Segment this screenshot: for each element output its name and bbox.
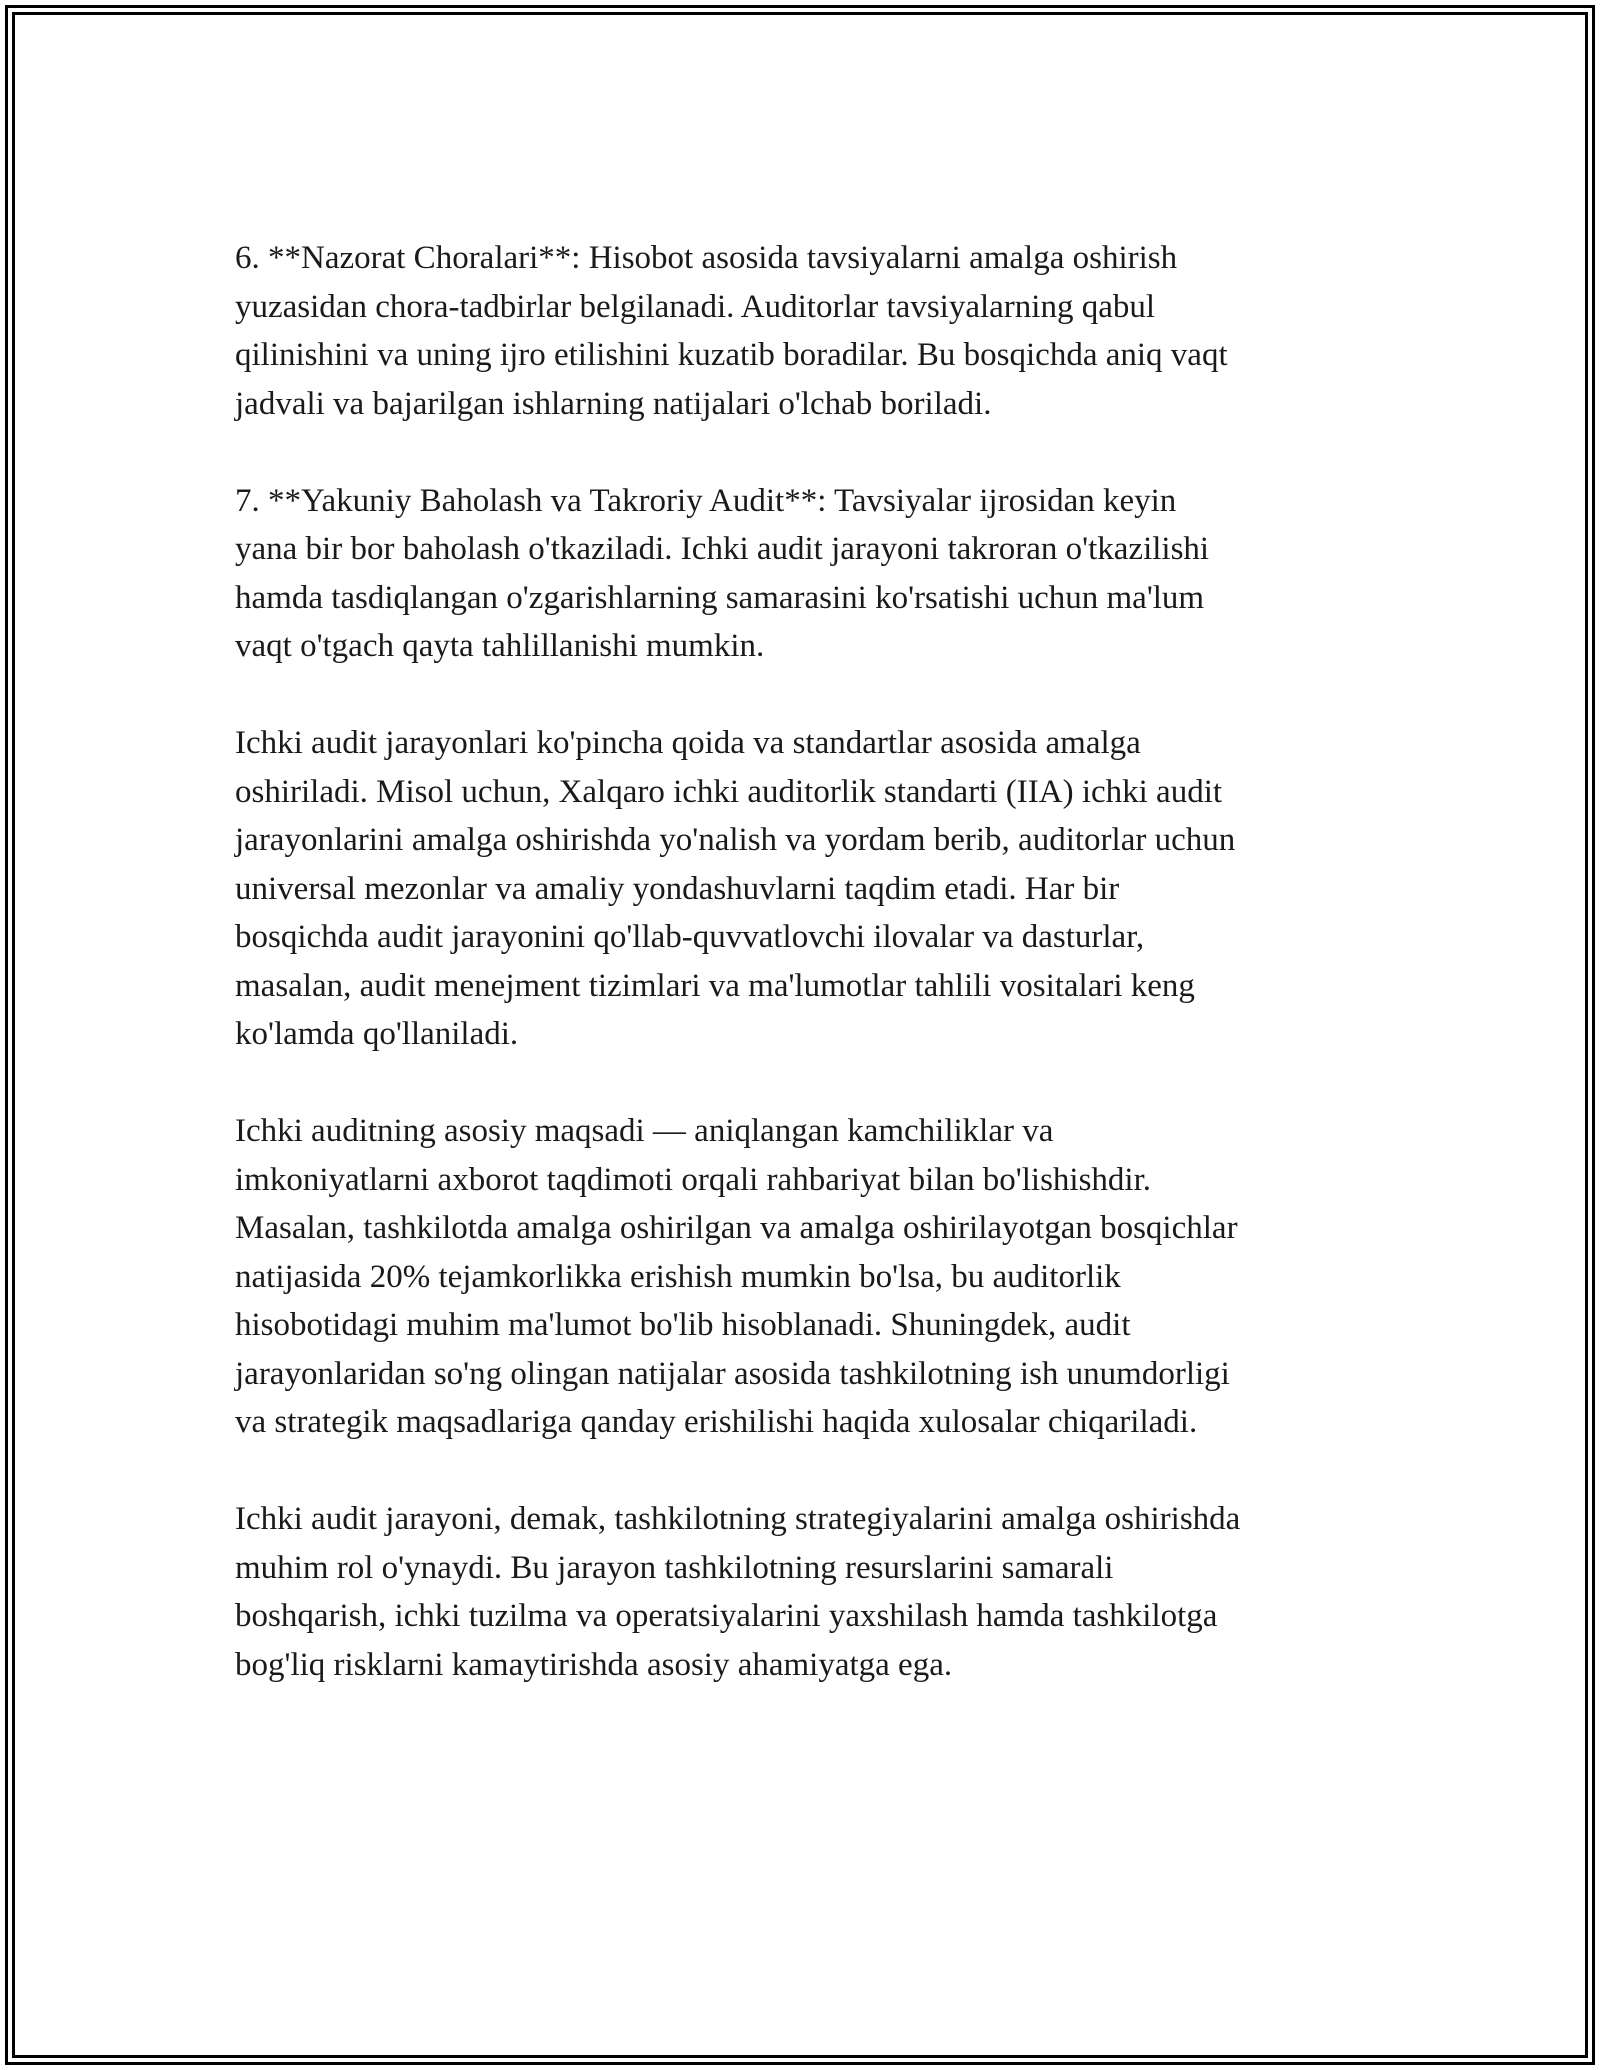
paragraph-nazorat-choralari: 6. **Nazorat Choralari**: Hisobot asosida tavsiyalarni amalga oshirish yuzasidan chora-tadbirlar belgilanadi. Auditorlar tavsiyalarning qabul qilinishini va uning ijro etilishini kuzatib boradilar. Bu bosqichda aniq vaqt jadvali va bajarilgan ishlarning natijalari o'lchab boriladi. [235,240,1228,422]
paragraph-xulosa: Ichki audit jarayoni, demak, tashkilotning strategiyalarini amalga oshirishda muhim rol o'ynaydi. Bu jarayon tashkilotning resurslarini samarali boshqarish, ichki tuzilma va operatsiyalarini yaxshilash hamda tashkilotga bog'liq risklarni kamaytirishda asosiy ahamiyatga ega. [235,1501,1241,1683]
paragraph-standartlar: Ichki audit jarayonlari ko'pincha qoida va standartlar asosida amalga oshiriladi. Misol uchun, Xalqaro ichki auditorlik standarti (IIA) ichki audit jarayonlarini amalga oshirishda yo'nalish va yordam berib, auditorlar uchun universal mezonlar va amaliy yondashuvlarni taqdim etadi. Har bir bosqichda audit jarayonini qo'llab-quvvatlovchi ilovalar va dasturlar, masalan, audit menejment tizimlari va ma'lumotlar tahlili vositalari keng ko'lamda qo'llaniladi. [235,725,1236,1052]
paragraph-asosiy-maqsad: Ichki auditning asosiy maqsadi — aniqlangan kamchiliklar va imkoniyatlarni axborot taqdimoti orqali rahbariyat bilan bo'lishishdir. Masalan, tashkilotda amalga oshirilgan va amalga oshirilayotgan bosqichlar natijasida 20% tejamkorlikka erishish mumkin bo'lsa, bu auditorlik hisobotidagi muhim ma'lumot bo'lib hisoblanadi. Shuningdek, audit jarayonlaridan so'ng olingan natijalar asosida tashkilotning ish unumdorligi va strategik maqsadlariga qanday erishilishi haqida xulosalar chiqariladi. [235,1113,1238,1440]
document-body [235,234,1365,1738]
paragraph-yakuniy-baholash: 7. **Yakuniy Baholash va Takroriy Audit**: Tavsiyalar ijrosidan keyin yana bir bor baholash o'tkaziladi. Ichki audit jarayoni takroran o'tkazilishi hamda tasdiqlangan o'zgarishlarning samarasini ko'rsatishi uchun ma'lum vaqt o'tgach qayta tahlillanishi mumkin. [235,482,1210,664]
